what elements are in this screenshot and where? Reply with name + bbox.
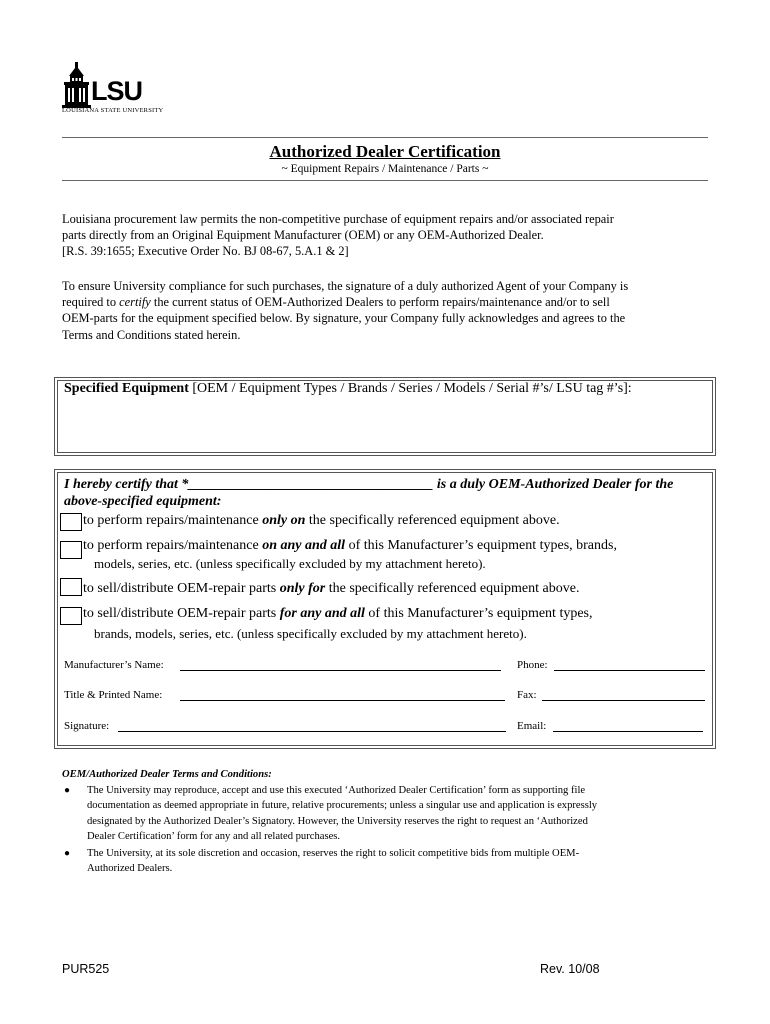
fax-input[interactable] [542, 700, 705, 701]
manufacturer-label: Manufacturer’s Name: [64, 659, 164, 671]
divider [62, 137, 708, 138]
terms-bullet-1: The University may reproduce, accept and use this executed ‘Authorized Dealer Certification’ form as supporting file documentation as deemed appropriate in future, relative procurements; unless a singular use and application is expressly designated by the Authorized Dealer’s Signatory. However, the University reserves the right to request an ‘Authorized Dealer Certification’ form for any and all related purchases. [87, 785, 598, 842]
option-1-checkbox[interactable] [60, 513, 82, 531]
certify-statement-cont: above-specified equipment: [64, 494, 222, 509]
title-name-label: Title & Printed Name: [64, 689, 163, 701]
title-name-input[interactable] [180, 700, 505, 701]
form-id: PUR525 [62, 962, 110, 976]
option-2-text-cont: models, series, etc. (unless specifically excluded by my attachment hereto). [94, 556, 486, 571]
signature-input[interactable] [118, 731, 506, 732]
option-4-text: to sell/distribute OEM-repair parts for any and all of this Manufacturer’s equipment types, [83, 606, 593, 621]
page-subtitle: ~ Equipment Repairs / Maintenance / Parts ~ [281, 163, 489, 175]
signature-label: Signature: [64, 720, 110, 732]
bullet-icon: ● [64, 785, 71, 796]
phone-label: Phone: [517, 659, 548, 671]
divider [62, 180, 708, 181]
option-2-checkbox[interactable] [60, 541, 82, 559]
phone-input[interactable] [554, 670, 705, 671]
page-title: Authorized Dealer Certification [269, 142, 501, 161]
certify-statement: I hereby certify that *___________________________________ is a duly OEM-Authorized Dealer for the [64, 477, 674, 492]
terms-heading: OEM/Authorized Dealer Terms and Conditions: [62, 769, 272, 780]
bullet-icon: ● [64, 848, 71, 859]
manufacturer-input[interactable] [180, 670, 501, 671]
specified-equipment-label: Specified Equipment [OEM / Equipment Types / Brands / Series / Models / Serial #’s/ LSU tag #’s]: [64, 381, 632, 396]
intro-paragraph-2: To ensure University compliance for such purchases, the signature of a duly authorized Agent of your Company is required to certify the current status of OEM-Authorized Dealers to perform repairs/maintenance and/or to sell OEM-parts for the equipment specified below. By signature, your Company fully acknowledges and agrees to the Terms and Conditions stated herein. [62, 279, 629, 342]
email-input[interactable] [553, 731, 703, 732]
option-2-text: to perform repairs/maintenance on any and all of this Manufacturer’s equipment types, brands, [83, 538, 617, 553]
logo-university: LOUISIANA STATE UNIVERSITY [62, 107, 164, 114]
intro-paragraph-1: Louisiana procurement law permits the non-competitive purchase of equipment repairs and/or associated repair parts directly from an Original Equipment Manufacturer (OEM) or any OEM-Authorized Dealer. [R.S. 39:1655; Executive Order No. BJ 08-67, 5.A.1 & 2] [62, 212, 614, 259]
revision: Rev. 10/08 [540, 962, 600, 976]
option-3-text: to sell/distribute OEM-repair parts only for the specifically referenced equipment above. [83, 581, 580, 596]
logo-text: LSU [91, 76, 142, 106]
option-3-checkbox[interactable] [60, 578, 82, 596]
dealer-name-blank[interactable]: ___________________________________ [188, 477, 434, 492]
option-1-text: to perform repairs/maintenance only on the specifically referenced equipment above. [83, 513, 560, 528]
email-label: Email: [517, 720, 547, 732]
tower-icon [60, 62, 94, 110]
terms-bullet-2: The University, at its sole discretion and occasion, reserves the right to solicit competitive bids from multiple OEM- Authorized Dealers. [87, 848, 580, 875]
option-4-text-cont: brands, models, series, etc. (unless specifically excluded by my attachment hereto). [94, 626, 527, 641]
fax-label: Fax: [517, 689, 537, 701]
option-4-checkbox[interactable] [60, 607, 82, 625]
